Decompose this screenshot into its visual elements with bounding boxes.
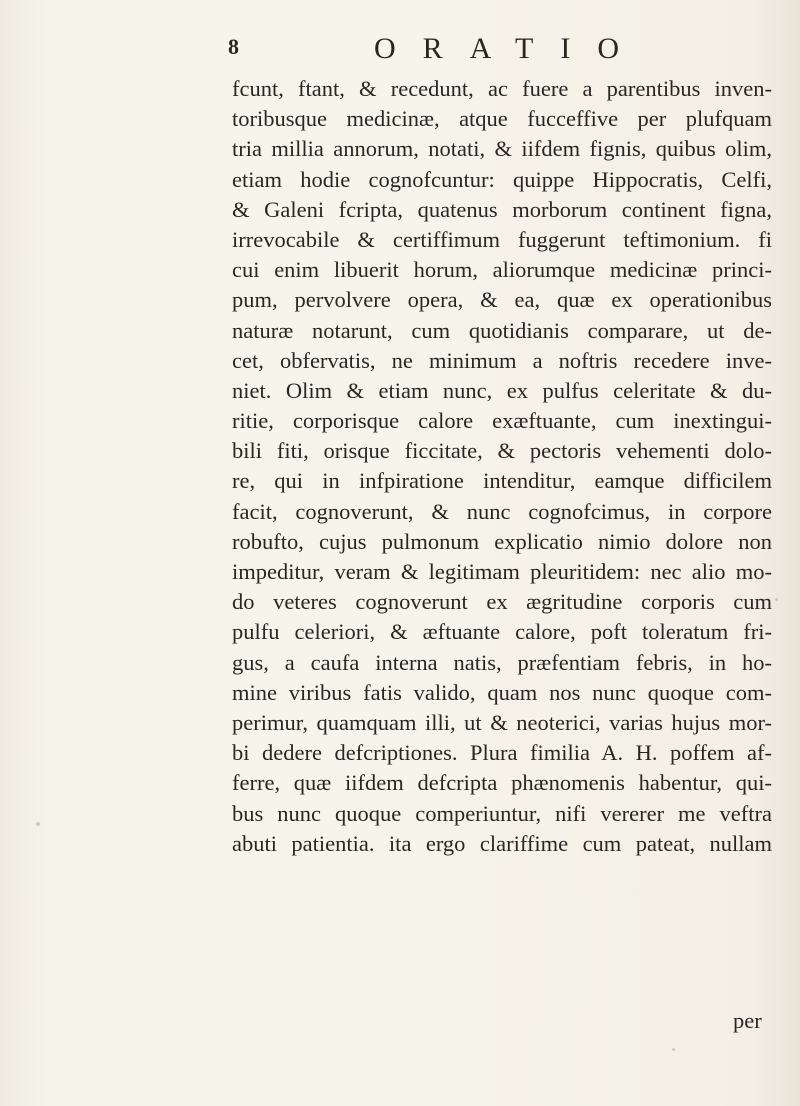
text-line: impeditur, veram & legitimam pleuritidem: nec alio mo-	[232, 559, 772, 584]
text-line: & Galeni fcripta, quatenus morborum continent figna,	[232, 196, 772, 222]
text-line: re, qui in infpiratione intenditur, eamque difficilem	[232, 468, 772, 494]
paper-speck	[775, 598, 778, 601]
paper-speck	[672, 1048, 675, 1051]
text-line: facit, cognoverunt, & nunc cognofcimus, in corpore	[232, 498, 772, 524]
page-header	[228, 34, 800, 70]
text-line: perimur, quamquam illi, ut & neoterici, varias hujus mor-	[232, 709, 772, 735]
text-line: bus nunc quoque comperiuntur, nifi vererer me veftra	[232, 800, 772, 826]
text-line: fcunt, ftant, & recedunt, ac fuere a parentibus inven-	[232, 76, 772, 101]
text-line: ferre, quæ iifdem defcripta phænomenis habentur, qui-	[232, 770, 772, 796]
text-line: abuti patientia. ita ergo clariffime cum pateat, nullam	[232, 830, 772, 856]
text-line: cui enim libuerit horum, aliorumque medicinæ princi-	[232, 257, 772, 283]
text-line: pulfu celeriori, & æftuante calore, poft toleratum fri-	[232, 619, 772, 645]
catchword: per	[733, 1008, 762, 1033]
text-line: toribusque medicinæ, atque fucceffive per plufquam	[232, 106, 772, 132]
running-title: ORATIO	[374, 32, 646, 65]
paper-speck	[36, 822, 40, 826]
text-line: tria millia annorum, notati, & iifdem fignis, quibus olim,	[232, 136, 772, 162]
text-line: ritie, corporisque calore exæftuante, cum inextingui-	[232, 408, 772, 434]
text-line: gus, a caufa interna natis, præfentiam febris, in ho-	[232, 649, 772, 675]
text-line: etiam hodie cognofcuntur: quippe Hippocratis, Celfi,	[232, 166, 772, 192]
text-line: bi dedere defcriptiones. Plura fimilia A. H. poffem af-	[232, 740, 772, 766]
text-line: irrevocabile & certiffimum fuggerunt teftimonium. fi	[232, 226, 772, 252]
text-line: naturæ notarunt, cum quotidianis comparare, ut de-	[232, 317, 772, 343]
text-line: robufto, cujus pulmonum explicatio nimio dolore non	[232, 528, 772, 554]
text-line: bili fiti, orisque ficcitate, & pectoris vehementi dolo-	[232, 438, 772, 464]
text-line: niet. Olim & etiam nunc, ex pulfus celeritate & du-	[232, 377, 772, 403]
page-number: 8	[228, 34, 239, 59]
text-line: cet, obfervatis, ne minimum a noftris recedere inve-	[232, 347, 772, 373]
text-line: mine viribus fatis valido, quam nos nunc quoque com-	[232, 679, 772, 705]
text-line: do veteres cognoverunt ex ægritudine corporis cum	[232, 589, 772, 615]
text-line: pum, pervolvere opera, & ea, quæ ex operationibus	[232, 287, 772, 313]
body-text	[232, 74, 772, 859]
